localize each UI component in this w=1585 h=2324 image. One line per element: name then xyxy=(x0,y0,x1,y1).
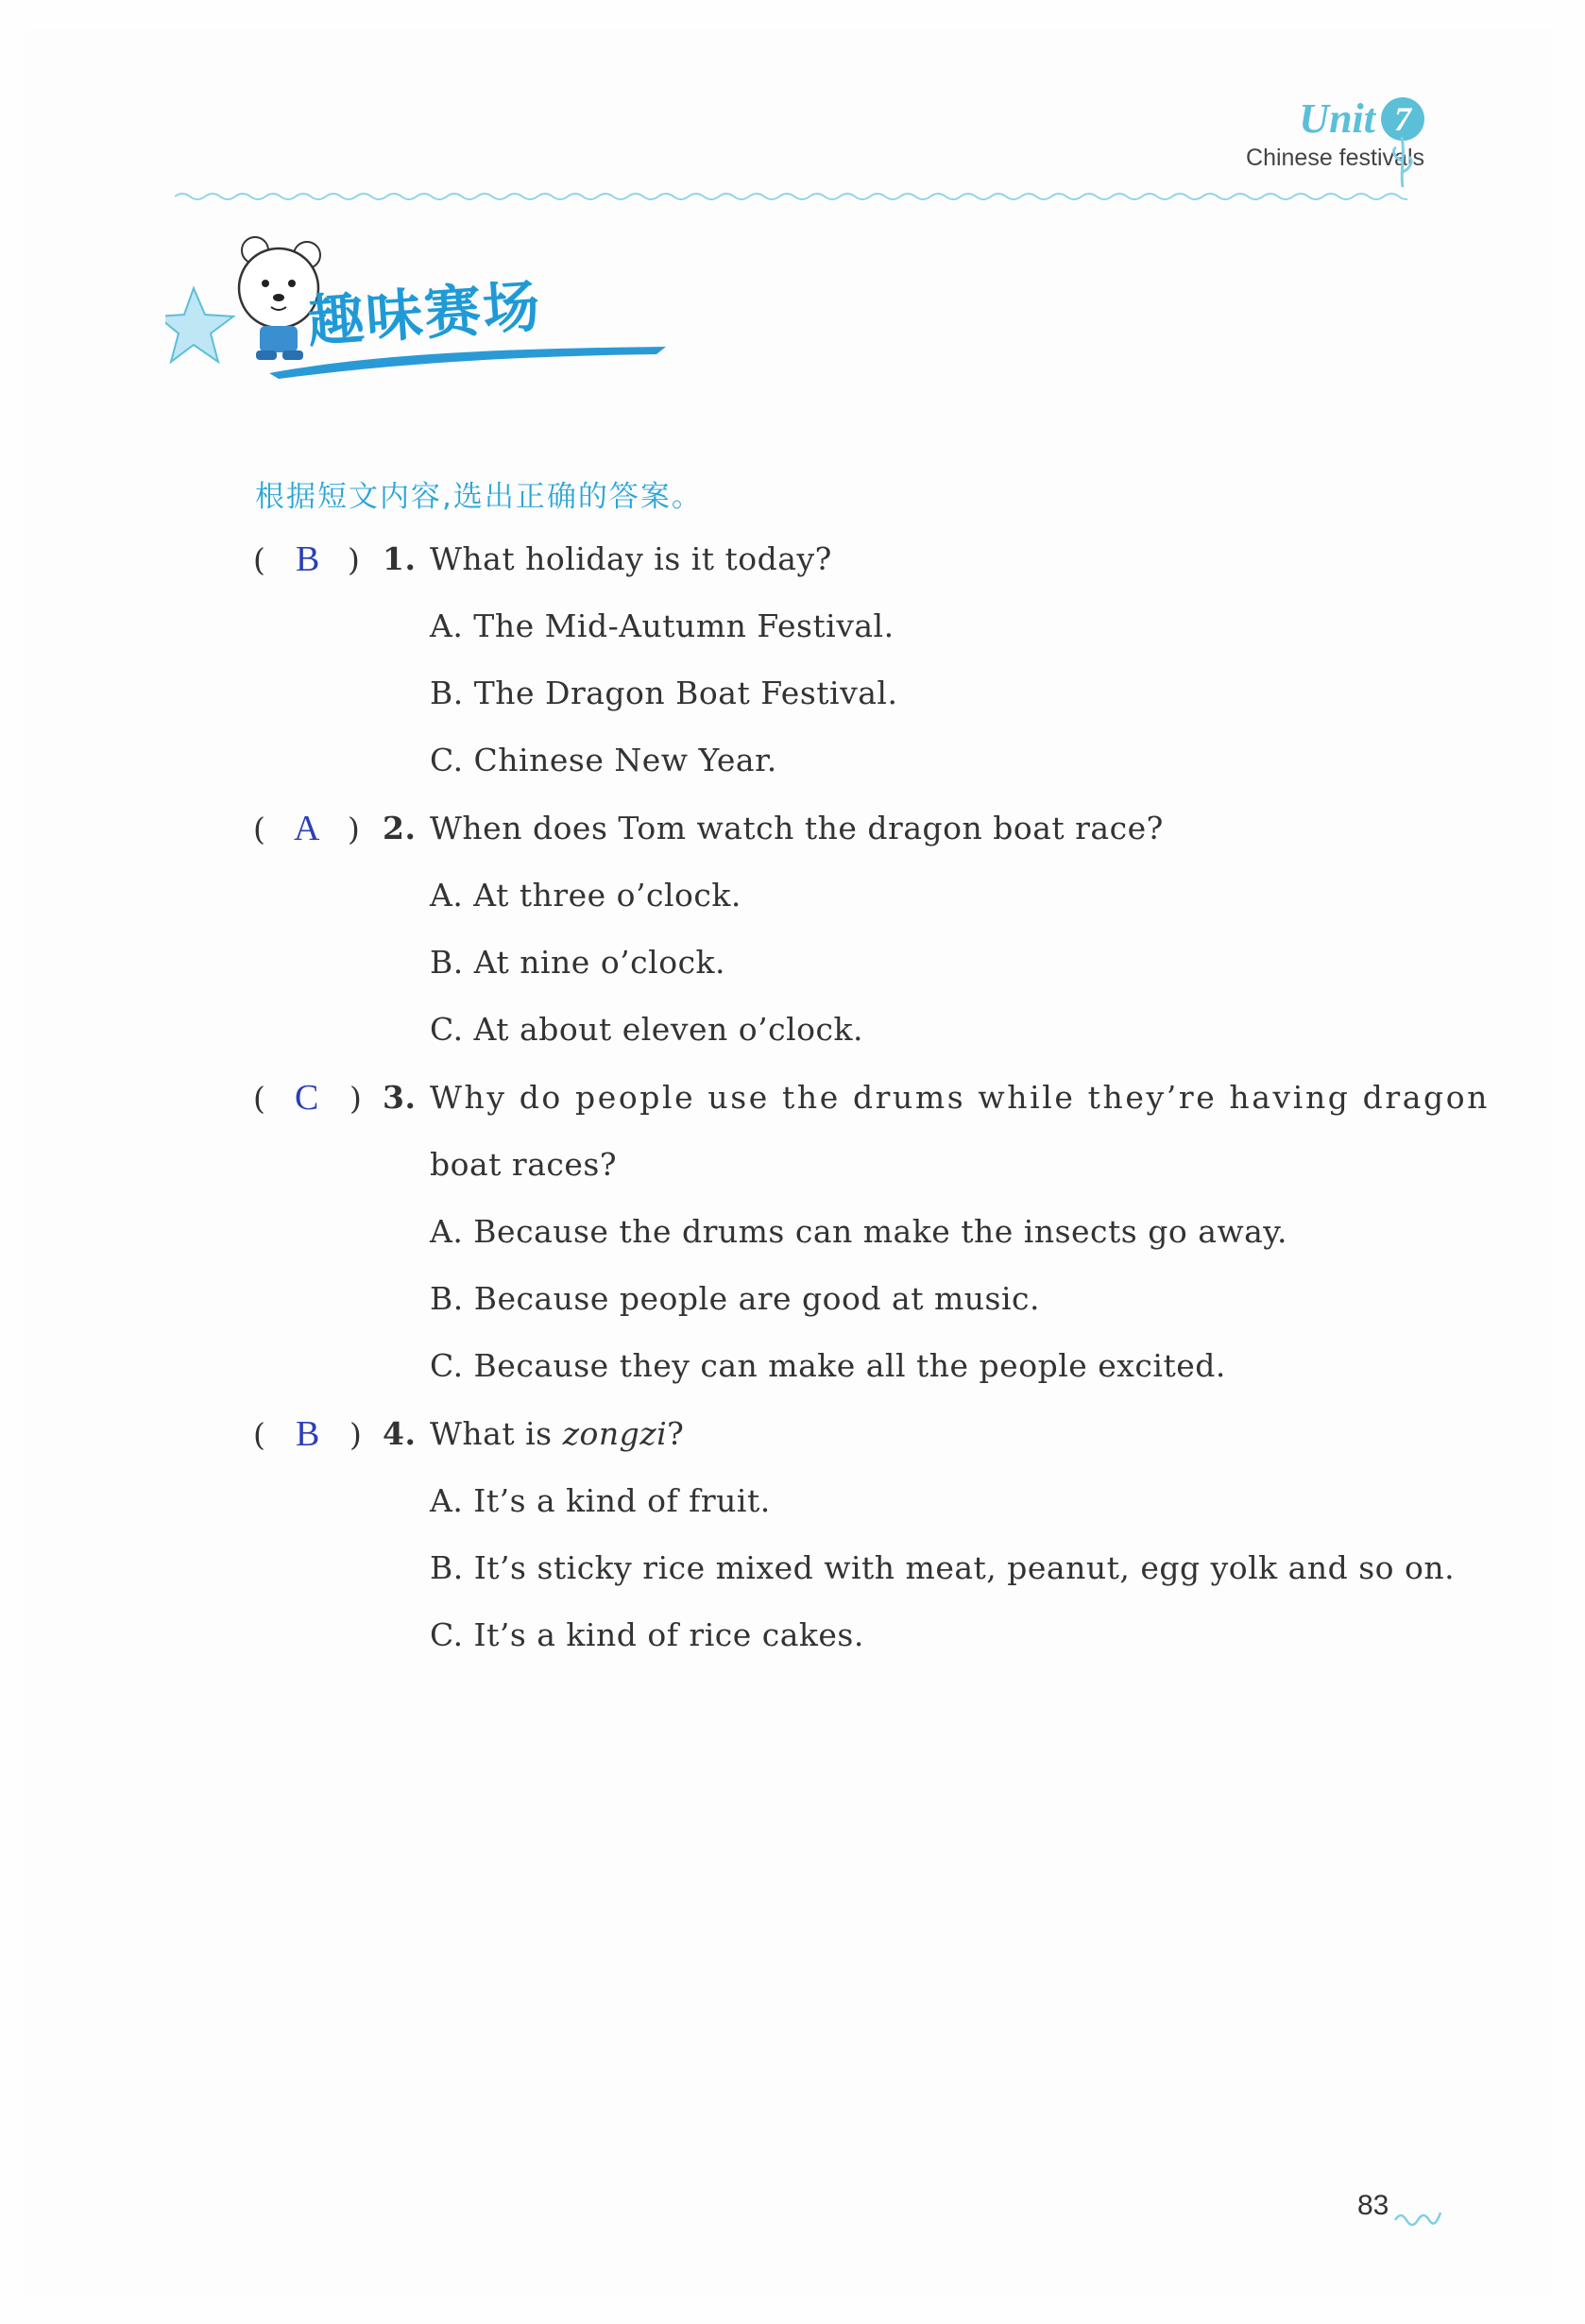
answer-paren-open: ( xyxy=(253,1416,265,1453)
unit-label: Unit xyxy=(1299,95,1375,142)
answer-paren-open: ( xyxy=(253,811,265,847)
option-b: B. The Dragon Boat Festival. xyxy=(430,675,898,711)
unit-number: 7 xyxy=(1381,97,1424,141)
question-text: What holiday is it today? xyxy=(430,540,832,577)
answer-paren-close: ) xyxy=(349,1080,362,1117)
header-divider xyxy=(175,189,1407,204)
answer-paren-close: ) xyxy=(348,811,360,847)
answer-paren-open: ( xyxy=(253,541,265,578)
option-a: A. At three o’clock. xyxy=(430,877,741,914)
answer-paren-open: ( xyxy=(253,1080,265,1117)
option-b: B. At nine o’clock. xyxy=(430,944,726,981)
option-c: C. It’s a kind of rice cakes. xyxy=(430,1616,864,1653)
question-text-continued: boat races? xyxy=(430,1146,618,1183)
option-c: C. Because they can make all the people excited. xyxy=(430,1347,1226,1384)
answer-paren-close: ) xyxy=(348,541,360,578)
question-number: 2. xyxy=(383,810,417,846)
question-text xyxy=(430,1415,684,1452)
question-number: 1. xyxy=(383,540,417,577)
wave-doodle-icon xyxy=(1393,2201,1450,2230)
option-b: B. Because people are good at music. xyxy=(430,1280,1040,1317)
question-text-italic: zongzi xyxy=(562,1415,668,1452)
section-banner xyxy=(165,231,638,392)
instruction-text: 根据短文内容,选出正确的答案。 xyxy=(255,480,703,514)
answer-mark: B xyxy=(296,539,320,579)
option-a: A. Because the drums can make the insects go away. xyxy=(430,1213,1288,1250)
question-text: When does Tom watch the dragon boat race? xyxy=(430,810,1164,846)
unit-subtitle: Chinese festivals xyxy=(1246,145,1424,171)
question-text-prefix: What is xyxy=(430,1415,563,1452)
question-text: Why do people use the drums while they’re having dragon xyxy=(430,1079,1491,1116)
question-text-suffix: ? xyxy=(667,1415,685,1452)
page-number: 83 xyxy=(1357,2190,1389,2221)
banner-swoosh xyxy=(269,343,666,381)
option-a: A. It’s a kind of fruit. xyxy=(430,1482,771,1519)
option-c: C. Chinese New Year. xyxy=(430,742,777,778)
answer-mark: C xyxy=(295,1078,319,1118)
sprout-icon xyxy=(1389,132,1417,189)
option-c: C. At about eleven o’clock. xyxy=(430,1011,863,1048)
question-number: 4. xyxy=(383,1415,417,1452)
answer-mark: B xyxy=(296,1414,320,1454)
question-number: 3. xyxy=(383,1079,417,1116)
answer-paren-close: ) xyxy=(349,1416,362,1453)
option-a: A. The Mid-Autumn Festival. xyxy=(430,607,895,644)
answer-mark: A xyxy=(294,809,320,848)
option-b: B. It’s sticky rice mixed with meat, peanut, egg yolk and so on. xyxy=(430,1549,1456,1586)
banner-title: 趣味赛场 xyxy=(305,273,544,356)
